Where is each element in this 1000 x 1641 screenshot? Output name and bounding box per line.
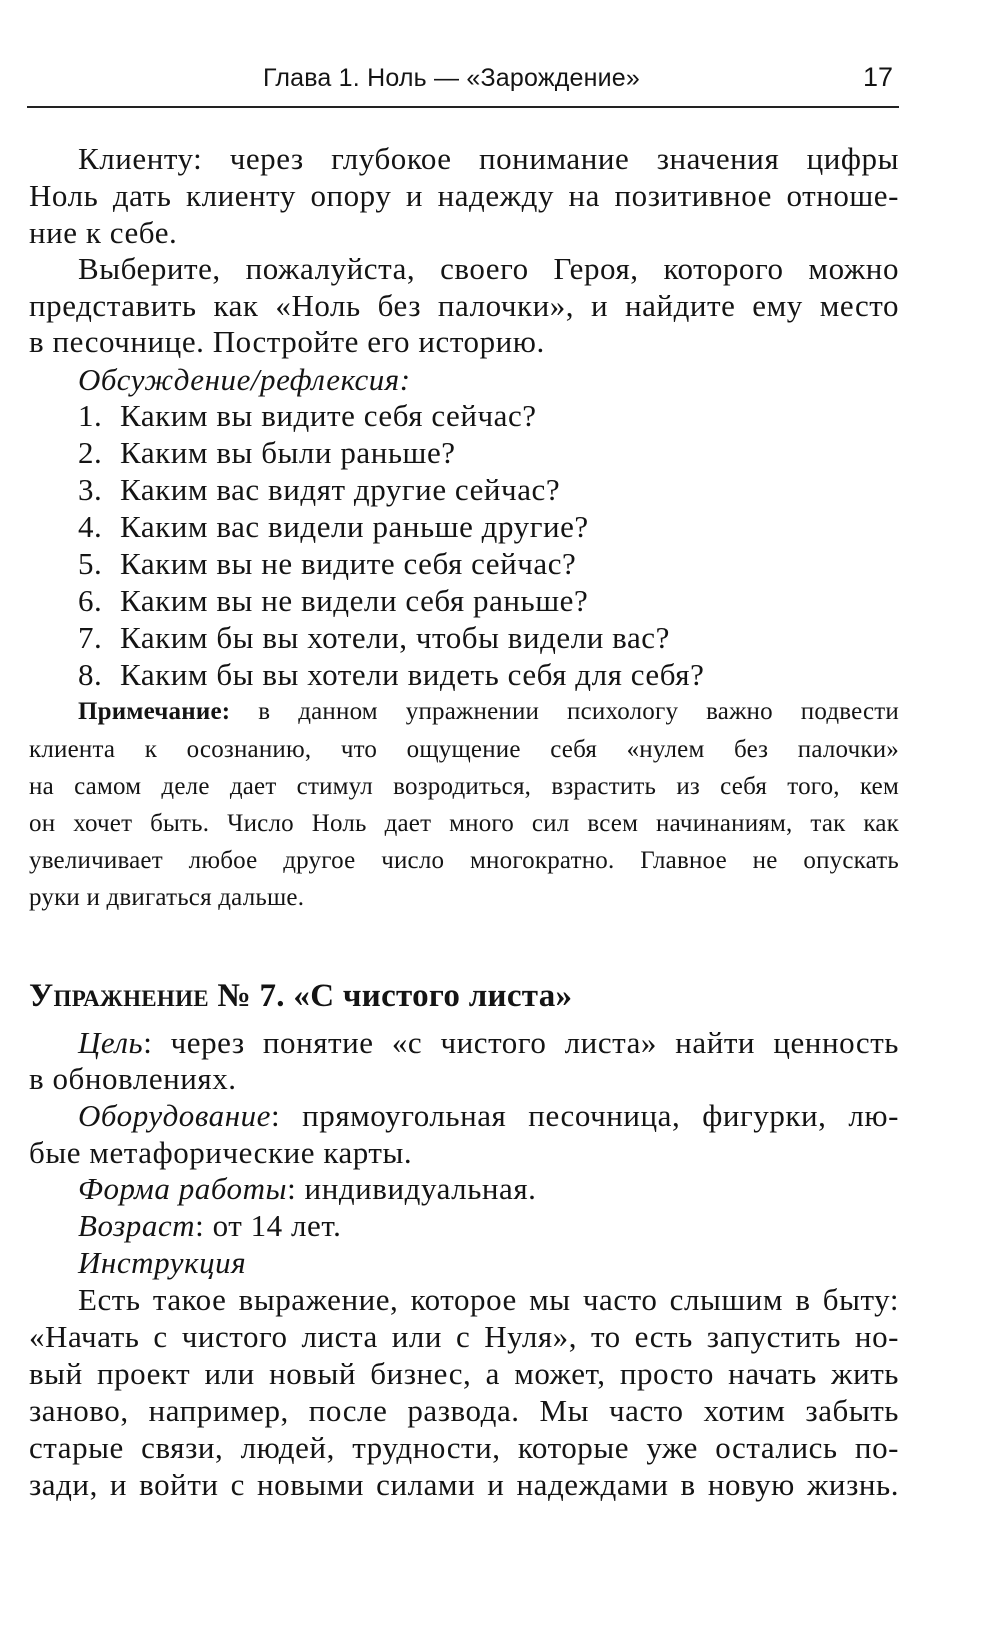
note-line-2: клиента к осознанию, что ощущение себя «нулем без палочки» [29, 736, 899, 763]
list-item-number: 8. [78, 657, 103, 692]
paragraph2-line-3: в песочнице. Постройте его историю. [29, 324, 545, 359]
note-line-5: увеличивает любое другое число многократно. Главное не опускать [29, 847, 899, 874]
page-number: 17 [862, 62, 893, 92]
list-item-text: Каким вы были раньше? [120, 435, 456, 470]
list-item-text: Каким вы не видели себя раньше? [120, 583, 589, 618]
running-header [27, 60, 899, 108]
note-line-1 [78, 696, 899, 728]
instruction-line-2: «Начать с чистого листа или с Нуля», то есть запустить но- [29, 1319, 899, 1354]
instruction-label: Инструкция [78, 1245, 247, 1280]
age-label: Возраст [78, 1208, 196, 1243]
goal-label: Цель [78, 1025, 144, 1060]
age-text: : от 14 лет. [195, 1208, 342, 1243]
age-line [78, 1208, 948, 1244]
form-label: Форма работы [78, 1171, 288, 1206]
list-item [78, 657, 948, 693]
equipment-label: Оборудование [78, 1098, 271, 1133]
list-item [78, 509, 948, 545]
list-item-number: 1. [78, 398, 103, 433]
equipment-line-2: бые метафорические карты. [29, 1135, 413, 1170]
paragraph1-line-3: ние к себе. [29, 215, 178, 250]
goal-line-1 [78, 1025, 899, 1061]
list-item-number: 3. [78, 472, 103, 507]
list-item [78, 583, 948, 619]
list-item-text: Каким вы видите себя сейчас? [120, 398, 537, 433]
instruction-line-4: заново, например, после развода. Мы часто хотим забыть [29, 1393, 899, 1428]
list-item-text: Каким вы не видите себя сейчас? [120, 546, 577, 581]
note-line-3: на самом деле дает стимул возродиться, взрастить из себя того, кем [29, 773, 899, 800]
equipment-line-1 [78, 1098, 899, 1134]
goal-line-2: в обновлениях. [29, 1061, 237, 1096]
note-text-first: в данном упражнении психологу важно подвести [258, 698, 900, 725]
note-line-4: он хочет быть. Число Ноль дает много сил всем начинаниям, так как [29, 810, 899, 837]
list-item [78, 398, 948, 434]
exercise-heading-rest: № 7. «С чистого листа» [217, 978, 573, 1014]
list-item-number: 7. [78, 620, 103, 655]
list-item-text: Каким вас видели раньше другие? [120, 509, 589, 544]
exercise-heading-word: Упражнение [29, 978, 209, 1014]
list-item-text: Каким бы вы хотели видеть себя для себя? [120, 657, 705, 692]
list-item-text: Каким бы вы хотели, чтобы видели вас? [120, 620, 670, 655]
chapter-title: Глава 1. Ноль — «Зарождение» [263, 64, 641, 92]
note-line-6: руки и двигаться дальше. [29, 884, 305, 911]
instruction-line-1: Есть такое выражение, которое мы часто слышим в быту: [78, 1282, 899, 1317]
list-item-number: 2. [78, 435, 103, 470]
list-item-number: 5. [78, 546, 103, 581]
list-item [78, 435, 948, 471]
note-label: Примечание: [78, 698, 231, 725]
discussion-label: Обсуждение/рефлексия: [78, 362, 411, 397]
list-item-text: Каким вас видят другие сейчас? [120, 472, 561, 507]
paragraph1-line-2: Ноль дать клиенту опору и надежду на позитивное отноше- [29, 178, 899, 213]
instruction-line-6: зади, и войти с новыми силами и надеждами в новую жизнь. [29, 1467, 899, 1502]
list-item [78, 546, 948, 582]
paragraph2-line-1: Выберите, пожалуйста, своего Героя, которого можно [78, 251, 899, 286]
list-item [78, 620, 948, 656]
form-text: : индивидуальная. [287, 1171, 537, 1206]
instruction-line-5: старые связи, людей, трудности, которые уже остались по- [29, 1430, 899, 1465]
exercise-heading [29, 978, 572, 1015]
list-item-number: 4. [78, 509, 103, 544]
instruction-line-3: вый проект или новый бизнес, а может, просто начать жить [29, 1356, 899, 1391]
list-item-number: 6. [78, 583, 103, 618]
paragraph2-line-2: представить как «Ноль без палочки», и найдите ему место [29, 288, 899, 323]
form-line [78, 1171, 948, 1207]
list-item [78, 472, 948, 508]
goal-text: : через понятие «с чистого листа» найти ценность [143, 1025, 899, 1060]
paragraph1-line-1: Клиенту: через глубокое понимание значения цифры [78, 141, 899, 176]
equipment-text: : прямоугольная песочница, фигурки, лю- [271, 1098, 899, 1133]
